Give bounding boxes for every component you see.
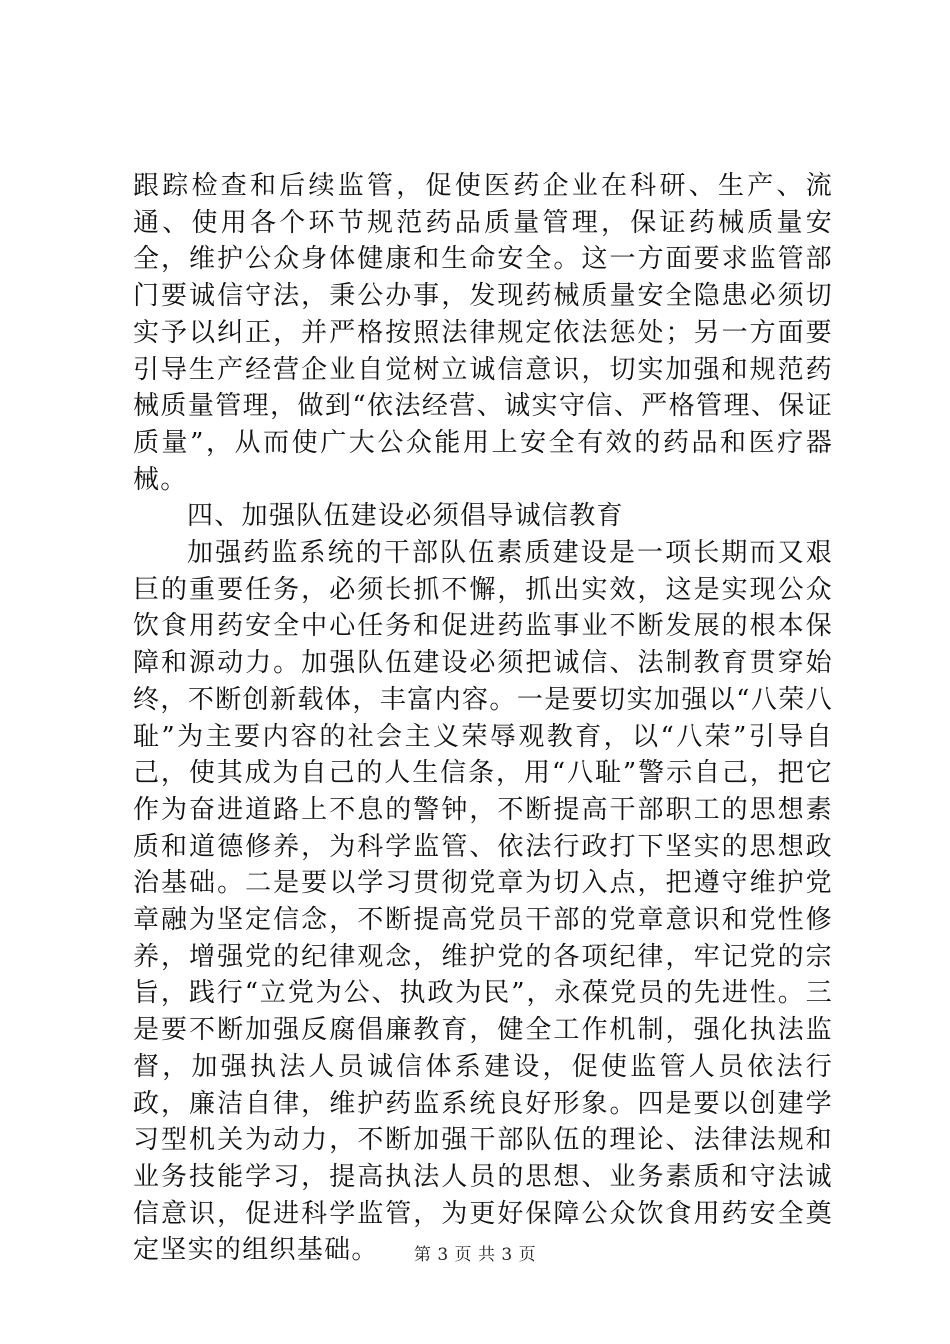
section-heading: 四、加强队伍建设必须倡导诚信教育 <box>187 501 624 532</box>
paragraph-continued: 跟踪检查和后续监管，促使医药企业在科研、生产、流通、使用各个环节规范药品质量管理，保证药械质量安全，维护公众身体健康和生命安全。这一方面要求监管部门要诚信守法，秉公办事，发现药械质量安全隐患必须切实予以纠正，并严格按照法律规定依法惩处；另一方面要引导生产经营企业自觉树立诚信意识，切实加强和规范药械质量管理，做到“依法经营、诚实守信、严格管理、保证质量”，从而使广大公众能用上安全有效的药品和医疗器械。 <box>133 171 833 495</box>
page-footer <box>0 1245 950 1265</box>
paragraph-section-body: 加强药监系统的干部队伍素质建设是一项长期而又艰巨的重要任务，必须长抓不懈，抓出实效，这是实现公众饮食用药安全中心任务和促进药监事业不断发展的根本保障和源动力。加强队伍建设必须把诚信、法制教育贯穿始终，不断创新载体，丰富内容。一是要切实加强以“八荣八耻”为主要内容的社会主义荣辱观教育，以“八荣”引导自己，使其成为自己的人生信条，用“八耻”警示自己，把它作为奋进道路上不息的警钟，不断提高干部职工的思想素质和道德修养，为科学监管、依法行政打下坚实的思想政治基础。二是要以学习贯彻党章为切入点，把遵守维护党章融为坚定信念，不断提高党员干部的党章意识和党性修养，增强党的纪律观念，维护党的各项纪律，牢记党的宗旨，践行“立党为公、执政为民”，永葆党员的先进性。三是要不断加强反腐倡廉教育，健全工作机制，强化执法监督，加强执法人员诚信体系建设，促使监管人员依法行政，廉洁自律，维护药监系统良好形象。四是要以创建学习型机关为动力，不断加强干部队伍的理论、法律法规和业务技能学习，提高执法人员的思想、业务素质和守法诚信意识，促进科学监管，为更好保障公众饮食用药安全奠定坚实的组织基础。 <box>133 538 833 1266</box>
document-body <box>133 168 833 1269</box>
page-number-label: 第 3 页 共 3 页 <box>413 1245 537 1265</box>
